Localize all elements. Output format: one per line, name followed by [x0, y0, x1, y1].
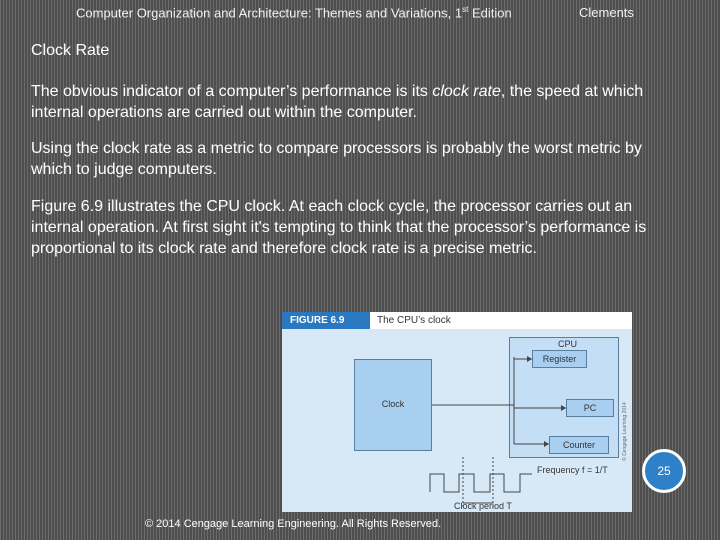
paragraph-1: The obvious indicator of a computer’s performance is its clock rate, the speed at which internal operations are carried out within the computer.	[31, 83, 644, 121]
figure-caption: The CPU’s clock	[377, 315, 451, 326]
register-label: Register	[542, 354, 577, 364]
figure-6-9	[282, 312, 632, 512]
wiring-and-waveform	[282, 329, 632, 512]
slide-content	[31, 40, 671, 275]
book-title: Computer Organization and Architecture: Themes and Variations, 1st Edition	[76, 5, 512, 21]
author-section: Clements	[579, 5, 634, 20]
clock-label: Clock	[381, 399, 405, 409]
paragraph-3: Figure 6.9 illustrates the CPU clock. At each clock cycle, the processor carries out an internal operation. At first sight it's tempting to think that the processor’s performance is proportional to its clock rate and therefore clock rate is a precise metric.	[31, 198, 647, 257]
page-number-badge: 25	[642, 449, 686, 493]
pc-label: PC	[583, 403, 597, 413]
footer-copyright: © 2014 Cengage Learning Engineering. All Rights Reserved.	[145, 518, 442, 530]
figure-header	[282, 312, 632, 329]
slide-heading: Clock Rate	[31, 42, 110, 59]
period-label: Clock period T	[454, 501, 512, 511]
slide-header	[0, 4, 720, 24]
figure-diagram	[282, 329, 632, 512]
frequency-label: Frequency f = 1/T	[537, 465, 608, 475]
paragraph-2: Using the clock rate as a metric to compare processors is probably the worst metric by which to judge computers.	[31, 140, 642, 178]
figure-tag: FIGURE 6.9	[282, 312, 370, 329]
cpu-label: CPU	[558, 339, 578, 349]
counter-label: Counter	[562, 440, 596, 450]
figure-side-copyright: © Cengage Learning 2014	[622, 402, 628, 461]
